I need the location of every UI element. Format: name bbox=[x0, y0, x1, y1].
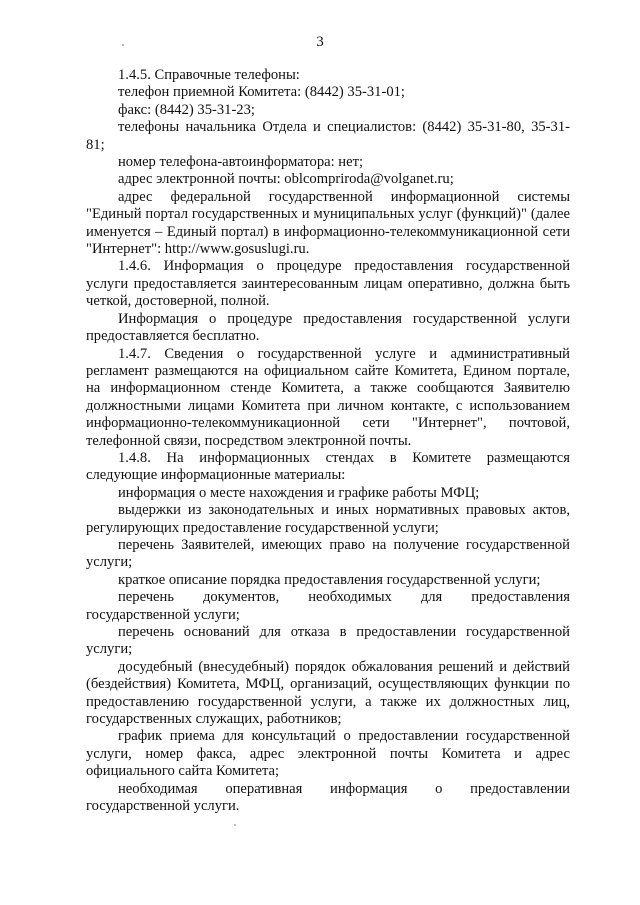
paragraph-free-info: Информация о процедуре предоставления государственной услуги предоставляется бесплатно. bbox=[86, 310, 570, 345]
paragraph-autoinformer: номер телефона-автоинформатора: нет; bbox=[118, 154, 364, 171]
list-item-consultation-schedule: график приема для консультаций о предоставлении государственной услуги, номер факса, адрес электронной почты Комитета и адрес официального сайта Комитета; bbox=[86, 728, 570, 780]
paragraph-1-4-8: 1.4.8. На информационных стендах в Комитете размещаются следующие информационные материалы: bbox=[86, 449, 570, 484]
paragraph-email: адрес электронной почты: oblcompriroda@volganet.ru; bbox=[118, 171, 454, 188]
list-item-refusal-grounds: перечень оснований для отказа в предоставлении государственной услуги; bbox=[86, 624, 570, 658]
paragraph-fax: факс: (8442) 35-31-23; bbox=[118, 101, 255, 118]
paragraph-1-4-7: 1.4.7. Сведения о государственной услуге и административный регламент размещаются на официальном сайте Комитета, Едином портале, на информационном стенде Комитета, а также сообщаются Заявителю должностными лицами Комитета при личном контакте, с использованием информационно-телекоммуникационной сети "Интернет", почтовой, телефонной связи, посредством электронной почты. bbox=[86, 345, 570, 449]
list-item-mfc-location: информация о месте нахождения и графике работы МФЦ; bbox=[118, 484, 480, 501]
paragraph-1-4-6: 1.4.6. Информация о процедуре предоставления государственной услуги предоставляется заинтересованным лицам оперативно, должна быть четкой, достоверной, полной. bbox=[86, 258, 570, 310]
page-number: 3 bbox=[316, 34, 324, 50]
list-item-applicants: перечень Заявителей, имеющих право на получение государственной услуги; bbox=[86, 536, 570, 571]
paragraph-1-4-5-heading: 1.4.5. Справочные телефоны: bbox=[118, 67, 300, 83]
paragraph-unified-portal: адрес федеральной государственной информационной системы "Единый портал государственных и муниципальных услуг (функций)" (далее именуется – Единый портал) в информационно-телекоммуникационной сети "Интернет": http://www.gosuslugi.ru. bbox=[86, 188, 570, 258]
list-item-required-documents: перечень документов, необходимых для предоставления государственной услуги; bbox=[86, 589, 570, 623]
paragraph-department-phones: телефоны начальника Отдела и специалистов: (8442) 35-31-80, 35-31-81; bbox=[86, 119, 570, 153]
scan-speck bbox=[234, 824, 236, 826]
paragraph-reception-phone: телефон приемной Комитета: (8442) 35-31-01; bbox=[118, 84, 405, 101]
list-item-legal-extracts: выдержки из законодательных и иных нормативных правовых актов, регулирующих предоставление государственной услуги; bbox=[86, 502, 570, 536]
document-body bbox=[86, 67, 570, 815]
list-item-operational-info: необходимая оперативная информация о предоставлении государственной услуги. bbox=[86, 780, 570, 815]
list-item-appeal-procedure: досудебный (внесудебный) порядок обжалования решений и действий (бездействия) Комитета, МФЦ, организаций, осуществляющих функции по предоставлению государственной услуги, а также их должностных лиц, государственных служащих, работников; bbox=[86, 658, 570, 728]
list-item-procedure-summary: краткое описание порядка предоставления государственной услуги; bbox=[118, 571, 541, 588]
